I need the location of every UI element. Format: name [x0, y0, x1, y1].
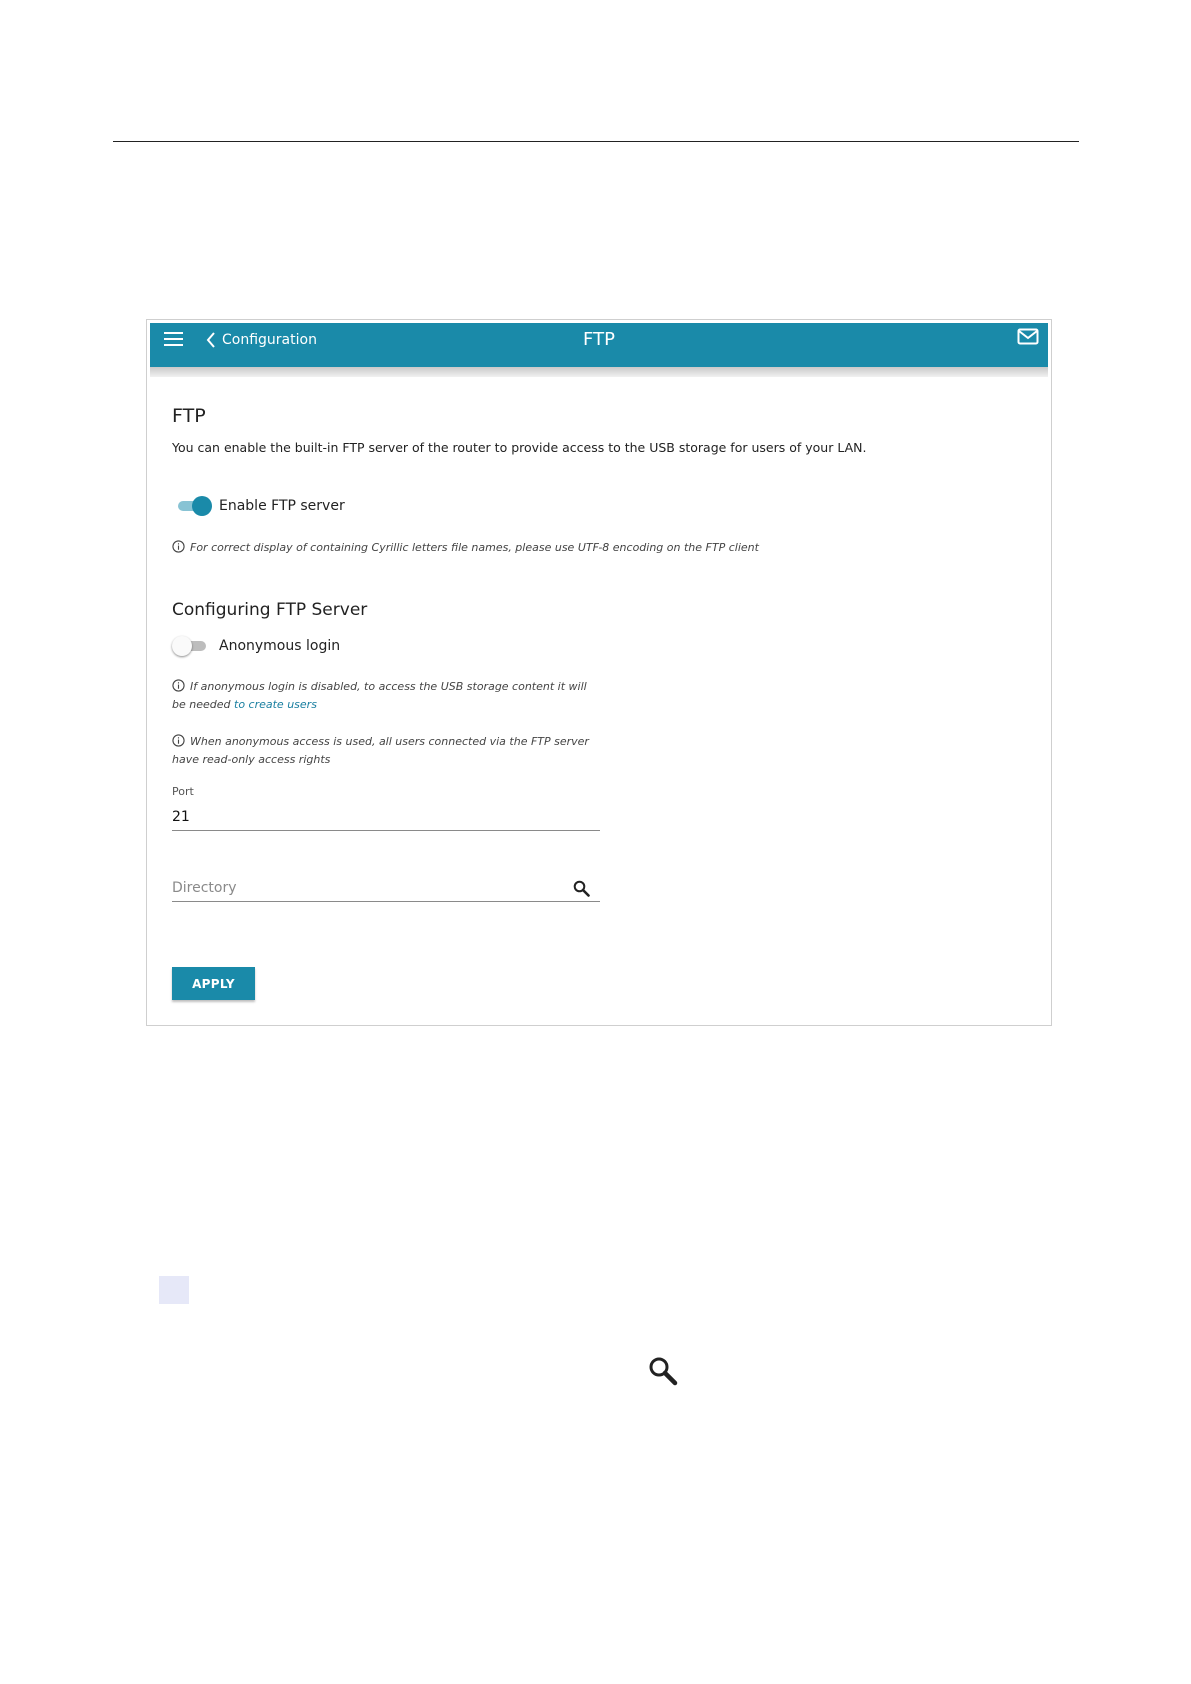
anonymous-disabled-note-text: If anonymous login is disabled, to access the USB storage content it will be needed: [172, 680, 587, 711]
anonymous-access-note-text: When anonymous access is used, all users connected via the FTP server have read-only access rights: [172, 735, 589, 766]
anonymous-login-toggle[interactable]: [172, 636, 212, 656]
configuring-ftp-heading: Configuring FTP Server: [172, 600, 368, 620]
ftp-description: You can enable the built-in FTP server of the router to provide access to the USB storage for users of your LAN.: [172, 440, 867, 455]
anonymous-access-note: [172, 733, 602, 769]
app-bar: [150, 323, 1048, 367]
port-input[interactable]: [172, 804, 600, 831]
mail-icon[interactable]: [1017, 328, 1039, 350]
port-label: Port: [172, 785, 194, 798]
info-icon: [172, 540, 185, 553]
cyrillic-note: [172, 539, 872, 557]
cyrillic-note-text: For correct display of containing Cyrillic letters file names, please use UTF-8 encoding on the FTP client: [190, 541, 759, 554]
search-icon: [648, 1356, 678, 1386]
enable-ftp-toggle[interactable]: [174, 496, 214, 516]
ftp-heading: FTP: [172, 405, 206, 427]
anonymous-login-label: Anonymous login: [219, 638, 341, 654]
app-bar-shadow: [150, 367, 1048, 377]
ftp-screenshot-frame: [146, 319, 1052, 1026]
back-label: Configuration: [222, 332, 317, 348]
directory-input[interactable]: [172, 875, 600, 902]
info-icon: [172, 679, 185, 692]
info-icon: [172, 734, 185, 747]
apply-button[interactable]: APPLY: [172, 967, 255, 1000]
page-top-rule: [113, 141, 1079, 142]
anonymous-disabled-note: [172, 678, 602, 714]
highlight-marker: [159, 1276, 189, 1304]
search-icon[interactable]: [573, 880, 590, 897]
page-title: FTP: [583, 329, 615, 350]
create-users-link[interactable]: to create users: [234, 698, 317, 711]
enable-ftp-label: Enable FTP server: [219, 498, 345, 514]
